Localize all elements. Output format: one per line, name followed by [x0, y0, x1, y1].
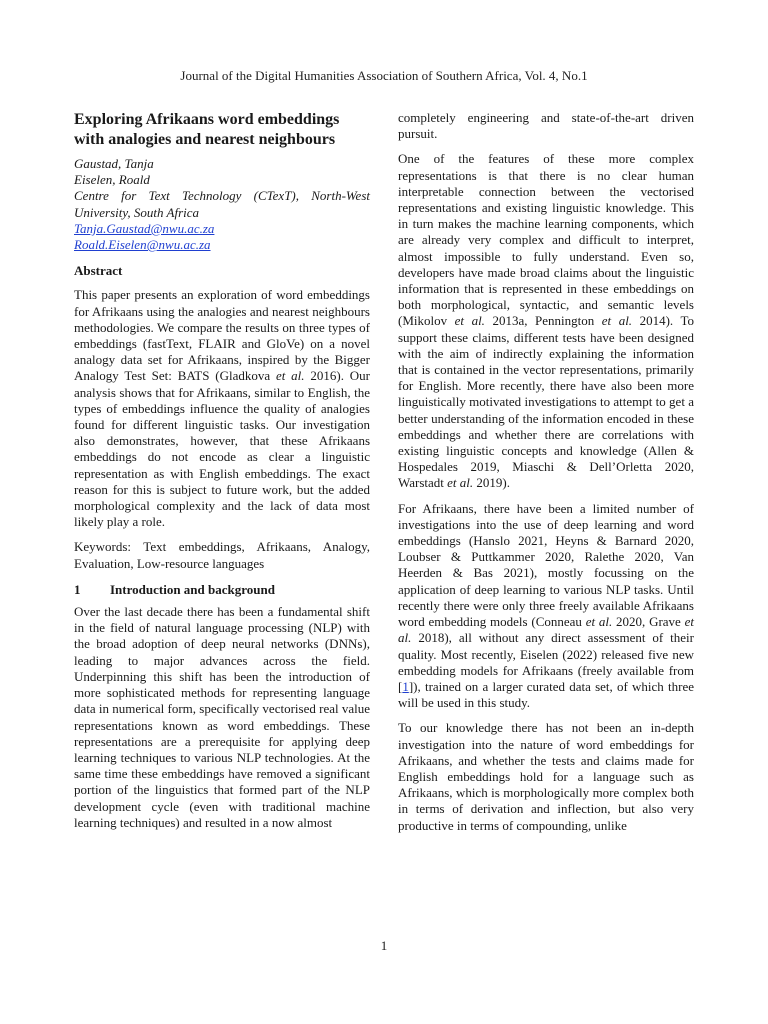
page-number: 1 — [380, 938, 388, 953]
body-paragraph: One of the features of these more complex representations is that there is no clear human interpretable connection between the vectorised representations and existing linguistic knowledge. This in turn makes the machine learning components, which are already very complex and difficult to interpret, almost impossible to fully understand. Even so, developers have made broad claims about the linguistic information that is represented in these embeddings on both morphological, syntactic, and semantic levels (Mikolov et al. 2013a, Pennington et al. 2014). To support these claims, different tests have been designed with the aim of indirectly explaining the information that is contained in the vector representations, primarily for English. More recently, there have also been more linguistically motivated investigations to attempt to get a better understanding of the information encoded in these embeddings and whether there are correlations with existing linguistic concepts and knowledge (Allen & Hospedales 2019, Miaschi & Dell’Orletta 2020, Warstadt et al. 2019). — [398, 151, 694, 491]
author-name: Gaustad, Tanja — [74, 156, 154, 171]
body-paragraph: To our knowledge there has not been an in-depth investigation into the nature of word embeddings for Afrikaans, and whether the tests and claims made for English embeddings hold for a language such as Afrikaans, which is morphologically more complex both in terms of derivation and inflection, but also very productive in terms of compounding, unlike — [398, 720, 694, 833]
left-column — [74, 110, 370, 840]
body-paragraph: Over the last decade there has been a fundamental shift in the field of natural language processing (NLP) with the broad adoption of deep neural networks (DNNs), leading to major advances across the field. Underpinning this shift has been the introduction of more sophisticated methods for representing language data in numerical form, specifically vectorised real value representations known as word embeddings. These representations are a prerequisite for applying deep learning techniques to various NLP technologies. At the same time these embeddings have removed a significant portion of the linguistics that formed part of the NLP development cycle (even with traditional machine learning techniques) and resulted in a now almost — [74, 604, 370, 830]
body-paragraph: completely engineering and state-of-the-art driven pursuit. — [398, 110, 694, 142]
body-paragraph: For Afrikaans, there have been a limited number of investigations into the use of deep learning and word embeddings (Hanslo 2021, Heyns & Barnard 2020, Loubser & Puttkammer 2020, Ralethe 2020, Van Heerden & Bas 2021), mostly focussing on the application of deep learning to various NLP tasks. Until recently there were only three freely available Afrikaans word embedding models (Conneau et al. 2020, Grave et al. 2018), all without any direct assessment of their quality. Most recently, Eiselen (2022) released five new embedding models for Afrikaans (freely available from [1]), trained on a larger curated data set, of which three will be used in this study. — [398, 500, 694, 711]
email-link[interactable]: Tanja.Gaustad@nwu.ac.za — [74, 220, 215, 236]
running-head: Journal of the Digital Humanities Association of Southern Africa, Vol. 4, No.1 — [180, 68, 588, 83]
keywords: Keywords: Text embeddings, Afrikaans, Analogy, Evaluation, Low-resource languages — [74, 539, 370, 571]
abstract-heading: Abstract — [74, 263, 123, 279]
email-link[interactable]: Roald.Eiselen@nwu.ac.za — [74, 237, 211, 253]
affiliation: Centre for Text Technology (CTexT), North-West University, South Africa — [74, 188, 370, 220]
section-title: Introduction and background — [110, 581, 275, 597]
section-heading — [74, 582, 370, 598]
abstract-paragraph: This paper presents an exploration of word embeddings for Afrikaans using the analogies and nearest neighbours methodologies. We compare the results on three types of embeddings (fastText, FLAIR and GloVe) on a novel analogy data set for Afrikaans, inspired by the Bigger Analogy Test Set: BATS (Gladkova et al. 2016). Our analysis shows that for Afrikaans, similar to English, the types of embeddings influence the quality of analogies found for different linguistic tasks. Our investigation also demonstrates, however, that these Afrikaans embeddings do not encode as clear a linguistic representation as with English embeddings. The exact reason for this is subject to future work, but the added morphological complexity and the lack of data most likely play a role. — [74, 287, 370, 530]
author-name: Eiselen, Roald — [74, 172, 150, 188]
right-column — [398, 110, 694, 843]
paper-title: Exploring Afrikaans word embeddings with analogies and nearest neighbours — [74, 111, 340, 148]
section-number: 1 — [74, 581, 81, 597]
reference-link[interactable]: 1 — [402, 678, 409, 694]
author-block — [74, 156, 370, 253]
